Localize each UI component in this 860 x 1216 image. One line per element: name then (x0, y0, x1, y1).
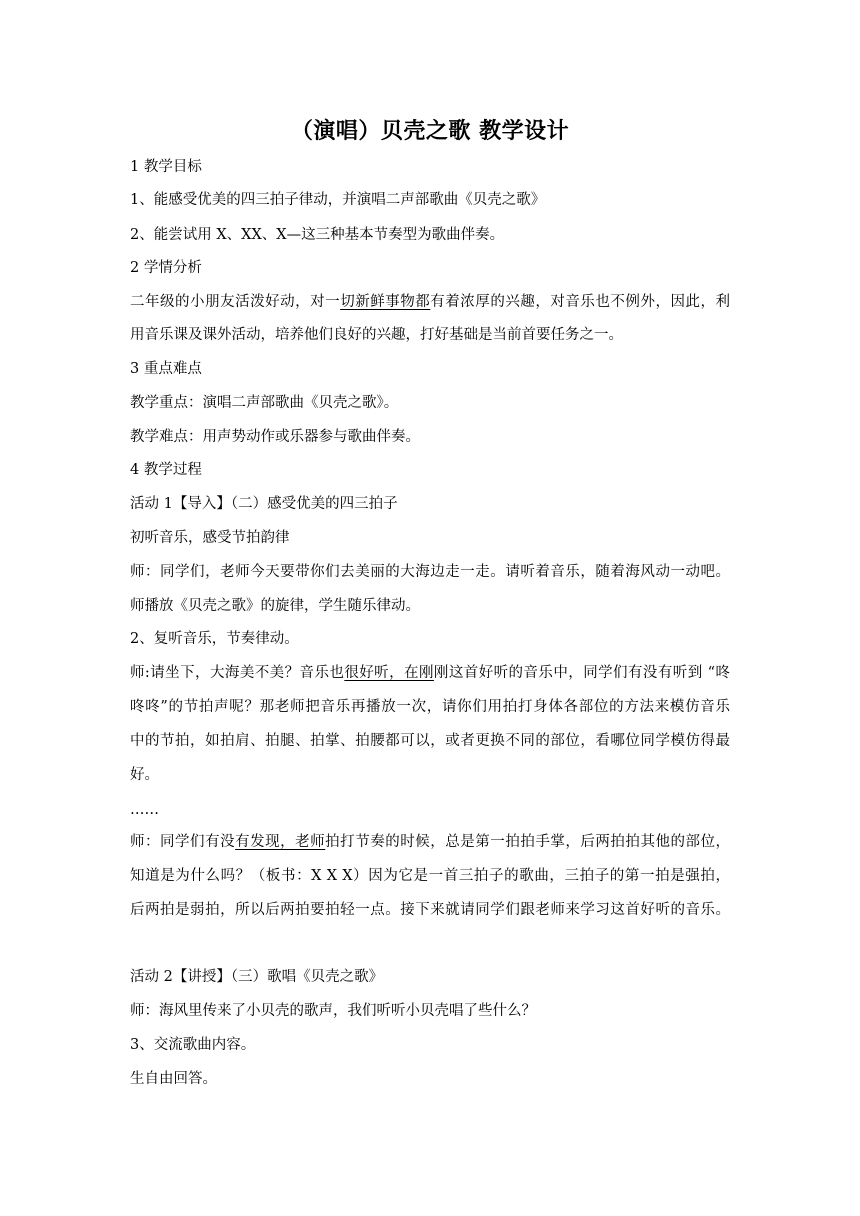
paragraph-line: 师播放《贝壳之歌》的旋律，学生随乐律动。 (130, 598, 420, 614)
step-line: 3、交流歌曲内容。 (130, 1037, 256, 1053)
step-line: 初听音乐，感受节拍韵律 (130, 530, 290, 546)
paragraph-line: 师:请坐下，大海美不美？音乐也很好听，在刚刚这首好听的音乐中，同学们有没有听到 “咚 (130, 665, 731, 681)
paragraph-line: 知道是为什么吗？（板书：X X X）因为它是一首三拍子的歌曲，三拍子的第一拍是强拍， (130, 868, 730, 884)
activity-heading: 活动 2【讲授】（三）歌唱《贝壳之歌》 (130, 969, 384, 985)
goal-item: 1、能感受优美的四三拍子律动，并演唱二声部歌曲《贝壳之歌》 (130, 192, 546, 208)
paragraph-line: 好。 (130, 767, 159, 783)
document-title: （演唱）贝壳之歌 教学设计 (290, 118, 570, 144)
paragraph-line: 教学重点：演唱二声部歌曲《贝壳之歌》。 (130, 395, 399, 411)
paragraph-line: 生自由回答。 (130, 1071, 217, 1087)
paragraph-line: 中的节拍，如拍肩、拍腿、拍掌、拍腰都可以，或者更换不同的部位，看哪位同学模仿得最 (130, 733, 730, 749)
paragraph-line: 教学难点：用声势动作或乐器参与歌曲伴奏。 (130, 429, 420, 445)
paragraph-line: 二年级的小朋友活泼好动，对一切新鲜事物都有着浓厚的兴趣，对音乐也不例外，因此，利 (130, 294, 731, 310)
activity-heading: 活动 1【导入】（二）感受优美的四三拍子 (130, 496, 398, 512)
paragraph-line: 用音乐课及课外活动，培养他们良好的兴趣，打好基础是当前首要任务之一。 (130, 327, 623, 343)
paragraph-line: 师：海风里传来了小贝壳的歌声，我们听听小贝壳唱了些什么？ (130, 1003, 536, 1019)
section-heading-analysis: 2 学情分析 (130, 260, 202, 276)
ellipsis: …… (130, 802, 159, 818)
section-heading-goals: 1 教学目标 (130, 159, 202, 175)
section-heading-process: 4 教学过程 (130, 462, 202, 478)
paragraph-line: 师：同学们有没有发现，老师拍打节奏的时候，总是第一拍拍手掌，后两拍拍其他的部位， (130, 834, 731, 850)
paragraph-line: 师：同学们，老师今天要带你们去美丽的大海边走一走。请听着音乐，随着海风动一动吧。 (130, 564, 730, 580)
step-line: 2、复听音乐，节奏律动。 (130, 631, 299, 647)
paragraph-line: 咚咚”的节拍声呢？那老师把音乐再播放一次，请你们用拍打身体各部位的方法来模仿音乐 (130, 699, 730, 715)
goal-item: 2、能尝试用 X、XX、X—这三种基本节奏型为歌曲伴奏。 (130, 227, 505, 243)
section-heading-keypoints: 3 重点难点 (130, 361, 202, 377)
paragraph-line: 后两拍是弱拍，所以后两拍要拍轻一点。接下来就请同学们跟老师来学习这首好听的音乐。 (130, 902, 730, 918)
